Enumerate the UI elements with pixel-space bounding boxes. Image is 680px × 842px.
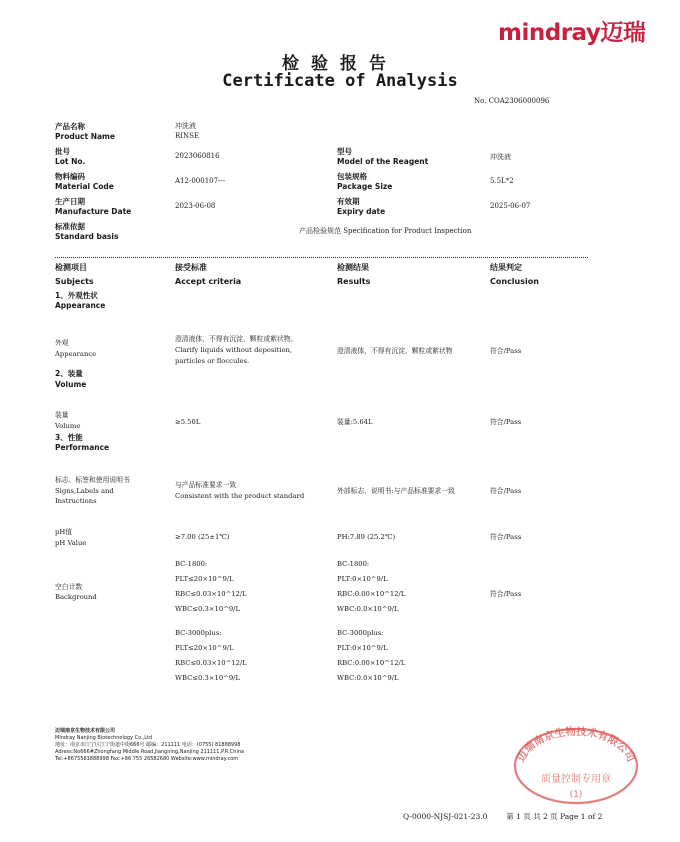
material-label-cn: 物料编码: [55, 172, 85, 181]
header-criteria-en: Accept criteria: [175, 277, 242, 286]
appearance-result: 澄清液体，不得有沉淀、颗粒或絮状物: [337, 347, 453, 355]
model-label-en: Model of the Reagent: [337, 157, 429, 166]
product-name-label-en: Product Name: [55, 132, 115, 141]
header-results-cn: 检测结果: [337, 263, 369, 272]
section-volume-cn: 2、装量: [55, 369, 83, 378]
header-subjects-cn: 检测项目: [55, 263, 87, 272]
bc3000-criteria-wbc: WBC≤0.3×10^9/L: [175, 674, 240, 682]
model-value: 冲洗液: [490, 153, 511, 161]
quality-control-stamp: [511, 724, 641, 806]
document-number: No. COA2306000096: [474, 97, 550, 105]
dotted-divider: [55, 257, 588, 258]
package-label-cn: 包装规格: [337, 172, 367, 181]
bc1800-result-plt: PLT:0×10^9/L: [337, 575, 388, 583]
section-volume-en: Volume: [55, 380, 87, 389]
ph-conclusion: 符合/Pass: [490, 533, 522, 541]
bc3000-result-plt: PLT:0×10^9/L: [337, 644, 388, 652]
product-name-value-cn: 冲洗液: [175, 122, 196, 130]
bc1800-criteria-rbc: RBC≤0.03×10^12/L: [175, 590, 247, 598]
company-footer: [55, 728, 244, 763]
package-value: 5.5L*2: [490, 177, 514, 185]
volume-subject-cn: 装量: [55, 411, 69, 419]
bc3000-result-rbc: RBC:0.00×10^12/L: [337, 659, 406, 667]
signs-criteria-en: Consistent with the product standard: [175, 492, 305, 500]
product-name-value-en: RINSE: [175, 132, 200, 140]
company-contact: Tel:+8675581888998 Fax:+86 755 26582680 Website:www.mindray.com: [55, 756, 239, 762]
header-subjects-en: Subjects: [55, 277, 94, 286]
appearance-subject-en: Appearance: [55, 350, 97, 358]
package-label-en: Package Size: [337, 182, 393, 191]
material-value: A12-000107---: [175, 177, 226, 185]
mfg-date-label-en: Manufacture Date: [55, 207, 132, 216]
company-address-en: Adress:No666#Zhongfang Middle Road,Jiangning,Nanjing 211111,P.R.China: [55, 749, 245, 755]
ph-result: PH:7.89 (25.2℃): [337, 533, 396, 541]
title-english: Certificate of Analysis: [222, 71, 458, 91]
appearance-subject-cn: 外观: [55, 339, 69, 347]
bc3000-criteria-title: BC-3000plus:: [175, 629, 222, 637]
stamp-arc-text: 迈瑞南京生物技术有限公司: [515, 725, 637, 764]
ph-subject-en: pH Value: [55, 539, 87, 547]
header-conclusion-en: Conclusion: [490, 277, 539, 286]
volume-conclusion: 符合/Pass: [490, 418, 522, 426]
section-appearance-cn: 1、外观性状: [55, 291, 98, 300]
standard-label-en: Standard basis: [55, 232, 119, 241]
bc1800-result-title: BC-1800:: [337, 560, 370, 568]
ph-subject-cn: pH值: [55, 528, 73, 536]
document-code: Q-0000-NJSJ-021-23.0: [403, 812, 488, 821]
signs-subject-en2: Instructions: [55, 497, 97, 505]
header-results-en: Results: [337, 277, 371, 286]
lot-label-cn: 批号: [55, 147, 70, 156]
section-performance-cn: 3、性能: [55, 433, 83, 442]
title-chinese: 检验报告: [282, 54, 398, 74]
volume-criteria: ≥5.50L: [175, 418, 201, 426]
bc1800-result-rbc: RBC:0.00×10^12/L: [337, 590, 406, 598]
bc1800-criteria-title: BC-1800:: [175, 560, 208, 568]
bc3000-criteria-rbc: RBC≤0.03×10^12/L: [175, 659, 247, 667]
product-name-label-cn: 产品名称: [55, 122, 85, 131]
model-label-cn: 型号: [337, 147, 352, 156]
bc1800-criteria-wbc: WBC≤0.3×10^9/L: [175, 605, 240, 613]
signs-conclusion: 符合/Pass: [490, 487, 522, 495]
expiry-value: 2025-06-07: [490, 202, 531, 210]
appearance-conclusion: 符合/Pass: [490, 347, 522, 355]
lot-value: 2023060816: [175, 152, 220, 160]
mindray-logo: mindray迈瑞: [498, 20, 646, 46]
volume-subject-en: Volume: [55, 422, 81, 430]
bc3000-criteria-plt: PLT≤20×10^9/L: [175, 644, 234, 652]
bc3000-result-title: BC-3000plus:: [337, 629, 384, 637]
company-name-cn: 迈瑞南京生物技术有限公司: [55, 728, 116, 734]
stamp-middle-text: 质量控制专用章: [541, 774, 611, 785]
background-conclusion: 符合/Pass: [490, 590, 522, 598]
background-subject-cn: 空白计数: [55, 583, 83, 591]
page-footer: [403, 811, 602, 822]
bc3000-result-wbc: WBC:0.0×10^9/L: [337, 674, 399, 682]
bc1800-result-wbc: WBC:0.0×10^9/L: [337, 605, 399, 613]
expiry-label-cn: 有效期: [337, 197, 360, 206]
standard-value: 产品检验规范 Specification for Product Inspection: [299, 227, 472, 235]
ph-criteria: ≥7.00 (25±1℃): [175, 533, 230, 541]
page-indicator: 第 1 页 共 2 页 Page 1 of 2: [506, 812, 603, 821]
appearance-criteria-en1: Clarify liquids without deposition,: [175, 346, 293, 354]
appearance-criteria-cn: 澄清液体，不得有沉淀、颗粒或絮状物。: [175, 335, 298, 343]
appearance-criteria-en2: particles or floccules.: [175, 357, 250, 365]
signs-subject-en1: Signs,Labels and: [55, 487, 114, 495]
mfg-date-value: 2023-06-08: [175, 202, 216, 210]
section-appearance-en: Appearance: [55, 301, 106, 310]
header-conclusion-cn: 结果判定: [490, 263, 522, 272]
material-label-en: Material Code: [55, 182, 114, 191]
section-performance-en: Performance: [55, 443, 110, 452]
signs-result: 外部标志、说明书:与产品标准要求一致: [337, 487, 455, 495]
bc1800-criteria-plt: PLT≤20×10^9/L: [175, 575, 234, 583]
header-criteria-cn: 接受标准: [175, 263, 207, 272]
lot-label-en: Lot No.: [55, 157, 86, 166]
expiry-label-en: Expiry date: [337, 207, 386, 216]
mfg-date-label-cn: 生产日期: [55, 197, 85, 206]
background-subject-en: Background: [55, 593, 97, 601]
company-address-cn: 地址：南京市江宁区江宁街道中街666号 邮编：211111 电话：(0755) 81888998: [55, 742, 241, 748]
standard-label-cn: 标准依据: [55, 222, 85, 231]
stamp-number: (1): [569, 790, 583, 800]
company-name-en: Mindray Nanjing Biotechnology Co.,Ltd: [55, 735, 153, 741]
volume-result: 装量:5.64L: [337, 418, 373, 426]
signs-subject-cn: 标志、标签和使用说明书: [55, 476, 130, 484]
signs-criteria-cn: 与产品标准要求一致: [175, 481, 237, 489]
